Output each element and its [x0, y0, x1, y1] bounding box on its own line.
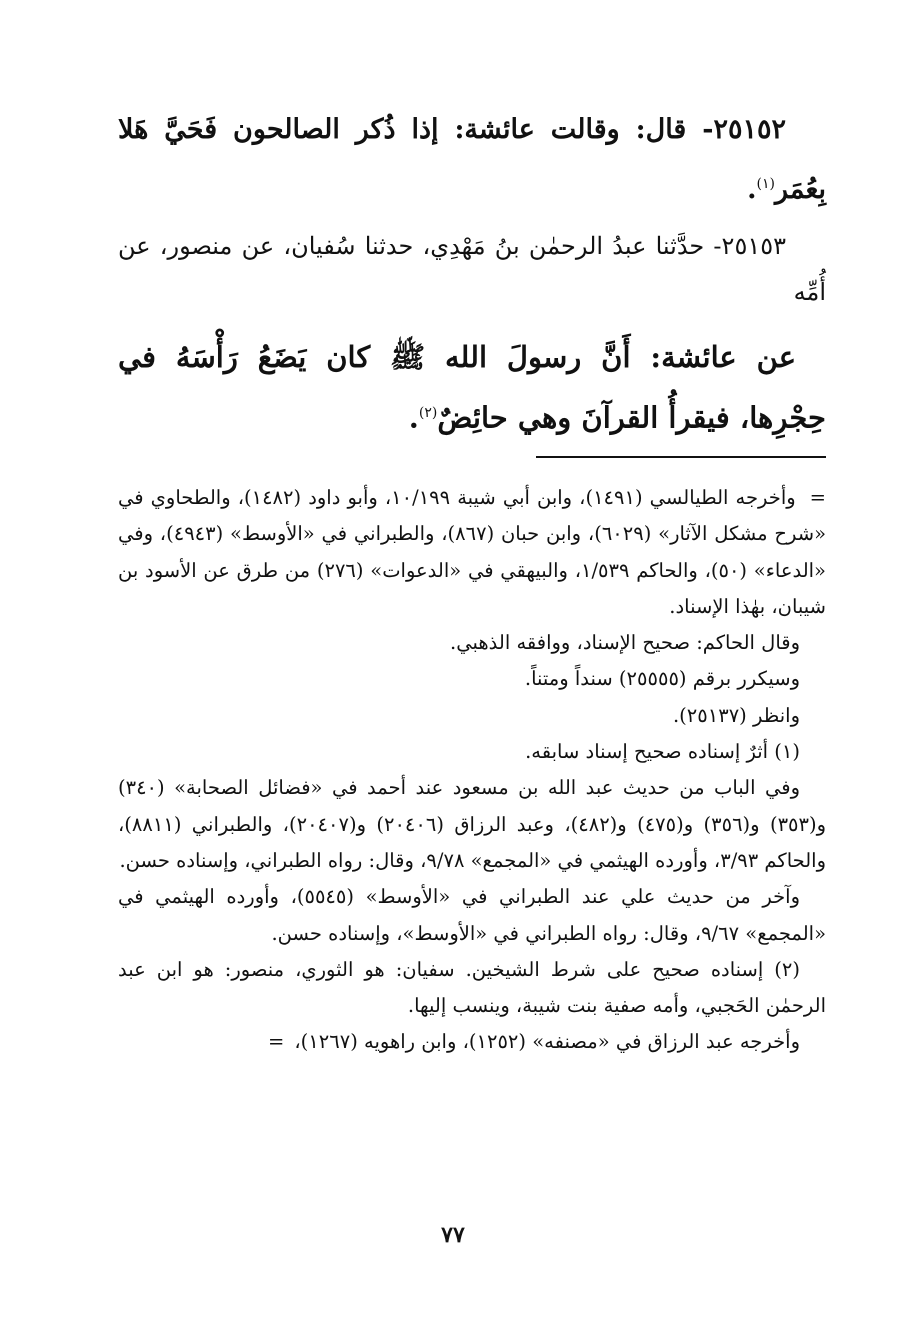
- footnote-line: وفي الباب من حديث عبد الله بن مسعود عند أحمد في «فضائل الصحابة» (٣٤٠) و(٣٥٣) و(٣٥٦) و(٤٧٥) و(٤٨٢)، وعبد الرزاق (٢٠٤٠٦) و(٢٠٤٠٧)، والطبراني (٨٨١١)، والحاكم ٣/٩٣، وأورده الهيثمي في «المجمع» ٩/٧٨، وقال: رواه الطبراني، وإسناده حسن.: [118, 776, 827, 872]
- hadith-end: .: [408, 400, 419, 435]
- hadith-25152: [118, 102, 826, 217]
- isnad-text: ٢٥١٥٣- حدَّثنا عبدُ الرحمٰن بنُ مَهْدِي، حدثنا سُفيان، عن منصور، عن أُمِّه: [118, 232, 826, 306]
- continues-marker: =: [268, 1030, 285, 1054]
- footnote-line: وانظر (٢٥١٣٧).: [672, 703, 800, 727]
- hadith-end: .: [747, 174, 757, 205]
- footnote-marker: (١): [756, 176, 775, 192]
- hadith-25153-matn: [118, 329, 826, 446]
- footnote-marker: (٢): [418, 405, 438, 421]
- footnote-line: وقال الحاكم: صحيح الإسناد، ووافقه الذهبي.: [450, 631, 800, 655]
- page-number: ٧٧: [441, 1222, 465, 1248]
- continuation-marker: =: [809, 486, 827, 509]
- hadith-text: ٢٥١٥٢- قال: وقالت عائشة: إذا ذُكر الصالحون فَحَيَّ هَلا بِعُمَر: [118, 114, 826, 205]
- hadith-25153-isnad: [118, 223, 826, 315]
- continuation-text: وأخرجه الطيالسي (١٤٩١)، وابن أبي شيبة ١٠/١٩٩، وأبو داود (١٤٨٢)، والطحاوي في «شرح مشكل الآثار» (٦٠٢٩)، وابن حبان (٨٦٧)، والطبراني في «الأوسط» (٤٩٤٣)، وفي «الدعاء» (٥٠)، والحاكم ١/٥٣٩، والبيهقي في «الدعوات» (٢٧٦) من طرق عن الأسود بن شيبان، بهٰذا الإسناد.: [118, 486, 827, 618]
- footnotes: [118, 480, 826, 1061]
- footnote-1: (١) أثرٌ إسناده صحيح إسناد سابقه.: [525, 740, 800, 764]
- footnote-last: [118, 1024, 826, 1060]
- footnote-line: وسيكرر برقم (٢٥٥٥٥) سنداً ومتناً.: [524, 667, 800, 691]
- footnote-line: وآخر من حديث علي عند الطبراني في «الأوسط» (٥٥٤٥)، وأورده الهيثمي في «المجمع» ٩/٦٧، وقال: رواه الطبراني في «الأوسط»، وإسناده حسن.: [118, 885, 826, 945]
- footnote-2: (٢) إسناده صحيح على شرط الشيخين. سفيان: هو الثوري، منصور: هو ابن عبد الرحمٰن الحَجبي، وأمه صفية بنت شيبة، وينسب إليها.: [118, 957, 826, 1018]
- separator-line: [536, 456, 826, 458]
- main-text: [118, 102, 826, 452]
- footnote-continuation: [118, 480, 826, 625]
- matn-text: عن عائشة: أَنَّ رسولَ الله ﷺ كان يَضَعُ رَأْسَهُ في حِجْرِها، فيقرأُ القرآنَ وهي حائِضٌ: [118, 340, 826, 435]
- last-line-text: وأخرجه عبد الرزاق في «مصنفه» (١٢٥٢)، وابن راهويه (١٢٦٧)،: [294, 1030, 800, 1054]
